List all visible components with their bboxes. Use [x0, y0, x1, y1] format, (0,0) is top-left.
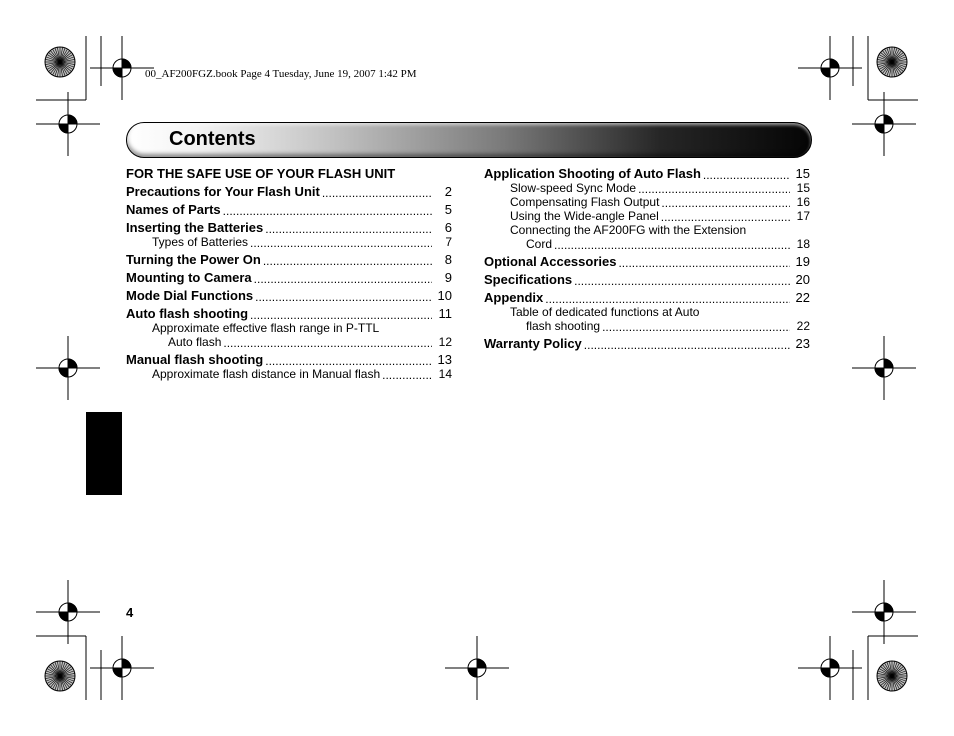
toc-dot-leader	[382, 369, 432, 381]
star-target-icon	[877, 47, 907, 77]
toc-entry-label: Slow-speed Sync Mode	[510, 181, 637, 195]
toc-entry[interactable]	[484, 269, 810, 287]
toc-entry[interactable]	[126, 181, 452, 199]
toc-entry-label: Mode Dial Functions	[126, 288, 254, 303]
toc-entry[interactable]	[126, 249, 452, 267]
toc-entry-label: Table of dedicated functions at Auto	[510, 305, 700, 319]
star-target-icon	[45, 661, 75, 691]
toc-entry[interactable]	[126, 321, 452, 335]
toc-entry-label: Approximate flash distance in Manual flash	[152, 367, 381, 381]
toc-entry-label: Precautions for Your Flash Unit	[126, 184, 320, 199]
toc-entry-label: Auto flash	[168, 335, 222, 349]
toc-dot-leader	[250, 309, 432, 321]
toc-entry-label: Inserting the Batteries	[126, 220, 264, 235]
toc-entry-page: 9	[444, 270, 452, 285]
toc-entry-page: 22	[795, 290, 810, 305]
toc-right-column	[484, 163, 810, 351]
file-info-header: 00_AF200FGZ.book Page 4 Tuesday, June 19, 2007 1:42 PM	[145, 68, 417, 80]
registration-target-icon	[852, 336, 916, 400]
toc-entry[interactable]	[484, 251, 810, 269]
registration-target-icon	[798, 636, 862, 700]
toc-entry-page: 5	[444, 202, 452, 217]
toc-entry-label: Cord	[526, 237, 553, 251]
registration-target-icon	[445, 636, 509, 700]
toc-dot-leader	[703, 169, 790, 181]
toc-dot-leader	[255, 291, 432, 303]
toc-entry-page: 16	[796, 195, 810, 209]
star-target-icon	[45, 47, 75, 77]
chapter-tab	[86, 412, 122, 495]
toc-entry[interactable]	[484, 223, 810, 237]
registration-target-icon	[36, 580, 100, 644]
toc-entry-page: 15	[796, 181, 810, 195]
toc-dot-leader	[661, 211, 790, 223]
toc-entry-label: Approximate effective flash range in P-TTL	[152, 321, 380, 335]
registration-target-icon	[852, 92, 916, 156]
toc-entry-page: 19	[795, 254, 810, 269]
toc-entry-page: 23	[795, 336, 810, 351]
toc-entry[interactable]	[484, 181, 810, 195]
registration-target-icon	[90, 636, 154, 700]
page-number: 4	[126, 605, 134, 620]
toc-entry-label: Using the Wide-angle Panel	[510, 209, 659, 223]
toc-entry-label: Application Shooting of Auto Flash	[484, 166, 701, 181]
toc-entry[interactable]	[484, 287, 810, 305]
toc-entry-label: Names of Parts	[126, 202, 221, 217]
toc-entry[interactable]	[126, 199, 452, 217]
toc-entry-label: Auto flash shooting	[126, 306, 249, 321]
toc-entry[interactable]	[484, 163, 810, 181]
registration-target-icon	[852, 580, 916, 644]
toc-entry[interactable]	[484, 333, 810, 351]
toc-entry[interactable]	[126, 335, 452, 349]
toc-left-column	[126, 163, 452, 381]
toc-dot-leader	[638, 183, 790, 195]
toc-dot-leader	[584, 339, 790, 351]
toc-entry[interactable]	[126, 285, 452, 303]
toc-entry-page: 10	[437, 288, 452, 303]
toc-entry-page: 17	[796, 209, 810, 223]
toc-entry[interactable]	[126, 267, 452, 285]
toc-entry-page: 14	[438, 367, 452, 381]
toc-entry-label: Appendix	[484, 290, 544, 305]
toc-dot-leader	[263, 255, 432, 267]
toc-entry[interactable]	[126, 367, 452, 381]
toc-dot-leader	[223, 337, 432, 349]
toc-entry-label: Optional Accessories	[484, 254, 617, 269]
toc-entry[interactable]	[126, 303, 452, 321]
toc-entry[interactable]	[126, 163, 452, 181]
toc-entry[interactable]	[484, 319, 810, 333]
toc-entry-page: 7	[445, 235, 452, 249]
toc-entry[interactable]	[484, 305, 810, 319]
toc-entry[interactable]	[126, 349, 452, 367]
toc-dot-leader	[322, 187, 432, 199]
contents-title-bar	[126, 122, 812, 158]
toc-dot-leader	[223, 205, 432, 217]
registration-target-icon	[36, 92, 100, 156]
toc-entry-page: 8	[444, 252, 452, 267]
toc-entry-page: 11	[438, 306, 452, 321]
toc-entry-page: 12	[438, 335, 452, 349]
toc-dot-leader	[554, 239, 790, 251]
toc-entry[interactable]	[484, 237, 810, 251]
toc-entry-label: Mounting to Camera	[126, 270, 252, 285]
toc-entry-page: 6	[444, 220, 452, 235]
toc-entry-label: Compensating Flash Output	[510, 195, 660, 209]
toc-entry-label: Types of Batteries	[152, 235, 249, 249]
registration-target-icon	[798, 36, 862, 100]
toc-entry-page: 18	[796, 237, 810, 251]
toc-dot-leader	[545, 293, 790, 305]
toc-entry-page: 15	[795, 166, 810, 181]
toc-entry-label: Warranty Policy	[484, 336, 582, 351]
toc-entry[interactable]	[126, 235, 452, 249]
toc-dot-leader	[250, 237, 432, 249]
toc-entry-page: 2	[444, 184, 452, 199]
page-title: Contents	[169, 128, 256, 150]
toc-dot-leader	[265, 355, 432, 367]
toc-entry-label: Connecting the AF200FG with the Extension	[510, 223, 747, 237]
toc-entry[interactable]	[484, 209, 810, 223]
toc-entry-label: Manual flash shooting	[126, 352, 264, 367]
toc-entry-label: FOR THE SAFE USE OF YOUR FLASH UNIT	[126, 166, 396, 181]
toc-dot-leader	[661, 197, 790, 209]
toc-dot-leader	[618, 257, 790, 269]
toc-entry[interactable]	[126, 217, 452, 235]
toc-entry-label: Turning the Power On	[126, 252, 261, 267]
toc-entry-label: flash shooting	[526, 319, 601, 333]
registration-target-icon	[36, 336, 100, 400]
toc-dot-leader	[254, 273, 432, 285]
toc-entry-page: 20	[795, 272, 810, 287]
star-target-icon	[877, 661, 907, 691]
toc-entry-page: 22	[796, 319, 810, 333]
toc-entry-page: 13	[437, 352, 452, 367]
toc-dot-leader	[265, 223, 432, 235]
toc-entry-label: Specifications	[484, 272, 573, 287]
toc-dot-leader	[602, 321, 790, 333]
toc-entry[interactable]	[484, 195, 810, 209]
toc-dot-leader	[574, 275, 790, 287]
